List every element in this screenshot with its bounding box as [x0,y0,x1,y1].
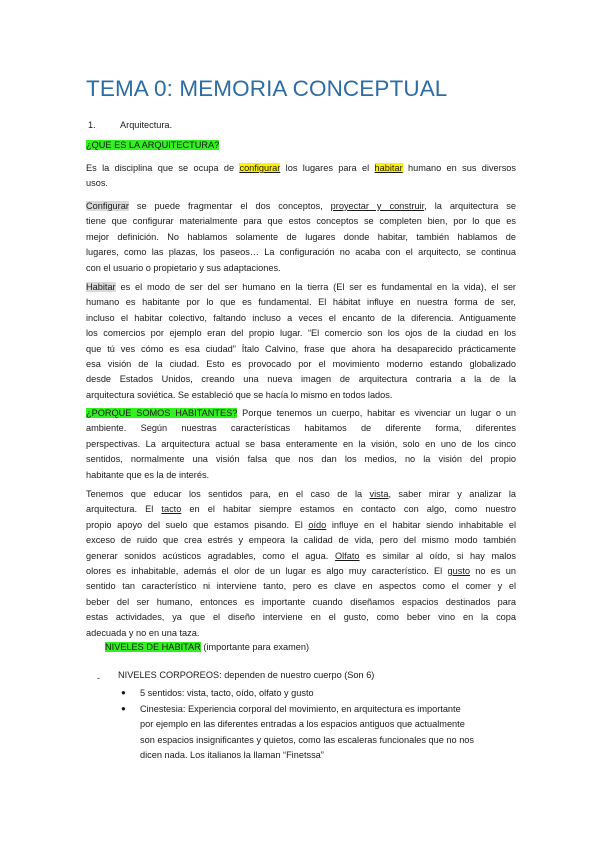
paragraph-line: sentido tan característico ni interviene tanto, pero es clave en aspectos como el comer y el [86,581,516,592]
underline-olfato: Olfato [334,550,360,561]
dash-bullet: - [97,673,101,683]
paragraph-line: beber del ser humano, entonces es importante cuando diseñamos espacios destinados para [86,596,516,607]
bullet-icon: ● [121,688,126,697]
underline-gusto: gusto [447,566,470,577]
paragraph-line: arquitectura. El tacto en el habitar siempre estamos en contacto con algo, como nuestro [86,504,516,515]
paragraph-line: Habitar es el modo de ser del ser humano en la tierra (El ser es fundamental en la vida), el ser [86,282,516,292]
page-title: TEMA 0: MEMORIA CONCEPTUAL [86,76,448,101]
paragraph-sentidos [86,487,516,641]
paragraph-line: tiene que configurar materialmente para que estos conceptos se completen bien, por lo que es [86,216,516,227]
paragraph-habitar [86,280,516,403]
paragraph-line: Es la disciplina que se ocupa de configurar los lugares para el habitar humano en sus diversos [86,163,517,173]
paragraph-line: esa visión de la ciudad. Esto es provocado por el movimiento moderno estando globalizado [86,359,516,370]
highlight-configurar-term: Configurar [86,201,129,211]
highlight-niveles: NIVELES DE HABITAR [105,642,201,652]
paragraph-line: incluso el habitar colectivo, faltando incluso a veces el encanto de la diferencia. Antiguamente [86,312,516,323]
paragraph-line: propio apoyo del suelo que estamos pisando. El oído influye en el habitar siendo inhabitable el [86,519,516,530]
paragraph-line: ambiente. Según nuestras características habitamos de diferente forma, diferentes [86,423,516,434]
paragraph-line: olores es inhabitable, además el olor de un lugar es algo muy característico. El gusto no es un [86,566,516,577]
highlight-configurar: configurar [239,163,281,173]
list-item-label: Arquitectura. [120,120,173,130]
paragraph-line: generar sonidos acústicos agradables, como el agua. Olfato es similar al oído, si hay malos [86,550,517,561]
niveles-heading: NIVELES DE HABITAR (importante para examen) [105,642,310,652]
underline-vista: vista [369,489,389,499]
paragraph-definition [86,161,516,192]
paragraph-line: Tenemos que educar los sentidos para, en el caso de la vista, saber mirar y analizar la [86,489,516,499]
paragraph-habitantes [86,406,516,483]
paragraph-line: los comercios por ejemplo eran del propio lugar. “El comercio son los ojos de la ciudad en los [86,328,516,339]
paragraph-line: Configurar se puede fragmentar el dos conceptos, proyectar y construir, la arquitectura se [86,201,516,211]
level-niveles-corporeos: NIVELES CORPOREOS: dependen de nuestro cuerpo (Son 6) [118,670,375,680]
paragraph-line: humano es habitante por lo que es fundamental. El hábitat influye en nuestra forma de ser, [86,297,516,308]
paragraph-line: exceso de ruido que crea estrés y empeora la calidad de vida, pero del mismo modo también [86,535,516,546]
paragraph-line: por ejemplo en las diferentes entradas a los espacios antiguos que actualmente [140,719,465,730]
highlight-habitar: habitar [374,163,403,173]
underline-oido: oído [308,519,327,530]
list-number: 1. [88,120,96,130]
underline-tacto: tacto [161,504,182,515]
paragraph-line: perspectivas. La arquitectura actual se basa enteramente en la visión, solo en uno de los cinco [86,438,516,449]
paragraph-line: lugares, como las plazas, los paseos… La configuración no acaba con el arquitecto, se continua [86,247,516,258]
highlighted-heading: ¿QUE ES LA ARQUITECTURA? [86,140,220,150]
paragraph-configurar [86,199,516,276]
paragraph-line: dicen nada. Los italianos la llaman “Finetssa” [140,750,324,761]
question-heading-arquitectura [86,138,516,153]
paragraph-line: arquitectura soviética. Se estableció que se hacía lo mismo en todos lados. [86,389,393,400]
list-item-sentidos: 5 sentidos: vista, tacto, oído, olfato y gusto [140,688,314,698]
paragraph-line: mejor definición. No hablamos solamente de lugares donde habitar, también hablamos de [86,231,516,242]
paragraph-line: Cinestesia: Experiencia corporal del movimiento, en arquitectura es importante [140,704,461,714]
paragraph-line: son espacios insignificantes y quietos, como las escaleras funcionales que no nos [140,734,475,745]
highlight-porque-habitantes: ¿PORQUE SOMOS HABITANTES? [86,408,238,418]
paragraph-line: ¿PORQUE SOMOS HABITANTES? Porque tenemos un cuerpo, habitar es vivenciar un lugar o un [86,408,516,418]
list-item-cinestesia [140,702,510,764]
paragraph-line: con el usuario o propietario y sus adaptaciones. [86,262,281,273]
bullet-icon: ● [121,704,126,713]
paragraph-line: usos. [86,178,108,189]
numbered-list-item [86,120,172,130]
paragraph-line: adecuada y no en una taza. [86,627,200,638]
paragraph-line: desde Estados Unidos, creando una nueva imagen de arquitectura contraria a la de la [86,374,516,385]
underline-proyectar: proyectar y construir [330,201,425,211]
paragraph-line: sentidos, normalmente una visión falsa que nos dan los medios, no la visión del propio [86,454,516,465]
paragraph-line: habitante que es la de interés. [86,469,210,480]
paragraph-line: que tú ves cómo es esa ciudad” Ítalo Calvino, frase que ahora ha desaparecido prácticamente [86,343,516,354]
paragraph-line: estas actividades, ya que el diseño interviene en el gusto, como beber vino en la copa [86,612,516,623]
highlight-habitar-term: Habitar [86,282,116,292]
